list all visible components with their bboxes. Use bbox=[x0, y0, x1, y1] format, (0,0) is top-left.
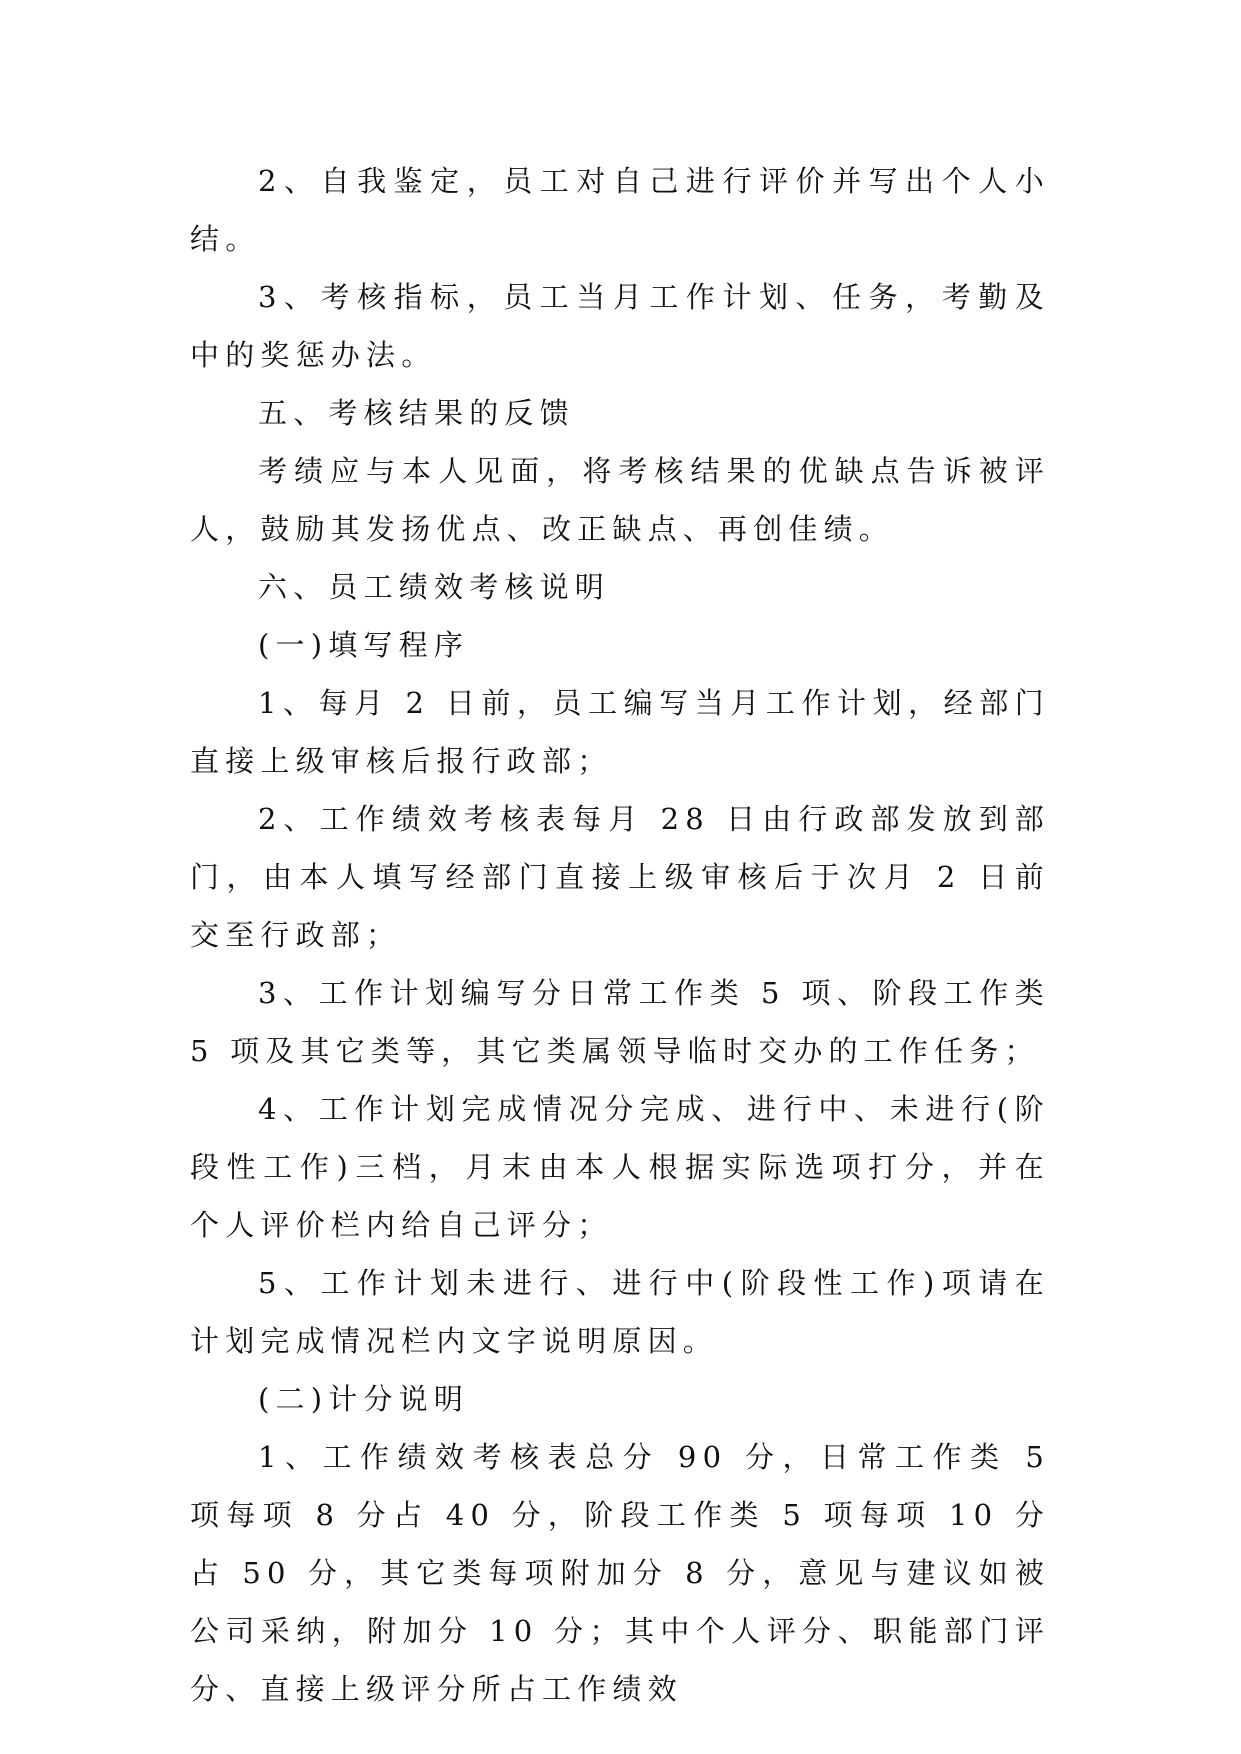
document-page bbox=[190, 152, 1050, 1718]
subheading-filling-procedure: (一)填写程序 bbox=[258, 628, 470, 662]
paragraph-self-assessment: 2、自我鉴定，员工对自己进行评价并写出个人小结。 bbox=[190, 164, 1050, 256]
subheading-scoring: (二)计分说明 bbox=[258, 1382, 470, 1416]
paragraph-feedback: 考绩应与本人见面，将考核结果的优缺点告诉被评人，鼓励其发扬优点、改正缺点、再创佳绩。 bbox=[190, 454, 1050, 546]
paragraph-procedure-4: 4、工作计划完成情况分完成、进行中、未进行(阶段性工作)三档，月末由本人根据实际选项打分，并在个人评价栏内给自己评分； bbox=[190, 1092, 1050, 1242]
section-heading-explanation: 六、员工绩效考核说明 bbox=[258, 570, 611, 604]
paragraph-assessment-indicators: 3、考核指标，员工当月工作计划、任务，考勤及中的奖惩办法。 bbox=[190, 280, 1050, 372]
paragraph-procedure-2: 2、工作绩效考核表每月 28 日由行政部发放到部门，由本人填写经部门直接上级审核后于次月 2 日前交至行政部； bbox=[190, 802, 1050, 952]
paragraph-procedure-5: 5、工作计划未进行、进行中(阶段性工作)项请在计划完成情况栏内文字说明原因。 bbox=[190, 1266, 1050, 1358]
section-heading-feedback: 五、考核结果的反馈 bbox=[258, 396, 575, 430]
paragraph-procedure-3: 3、工作计划编写分日常工作类 5 项、阶段工作类 5 项及其它类等，其它类属领导临时交办的工作任务； bbox=[190, 976, 1050, 1068]
paragraph-procedure-1: 1、每月 2 日前，员工编写当月工作计划，经部门直接上级审核后报行政部； bbox=[190, 686, 1050, 778]
paragraph-scoring-1: 1、工作绩效考核表总分 90 分，日常工作类 5 项每项 8 分占 40 分，阶段工作类 5 项每项 10 分占 50 分，其它类每项附加分 8 分，意见与建议如被公司采纳，附加分 10 分；其中个人评分、职能部门评分、直接上级评分所占工作绩效 bbox=[190, 1440, 1050, 1706]
